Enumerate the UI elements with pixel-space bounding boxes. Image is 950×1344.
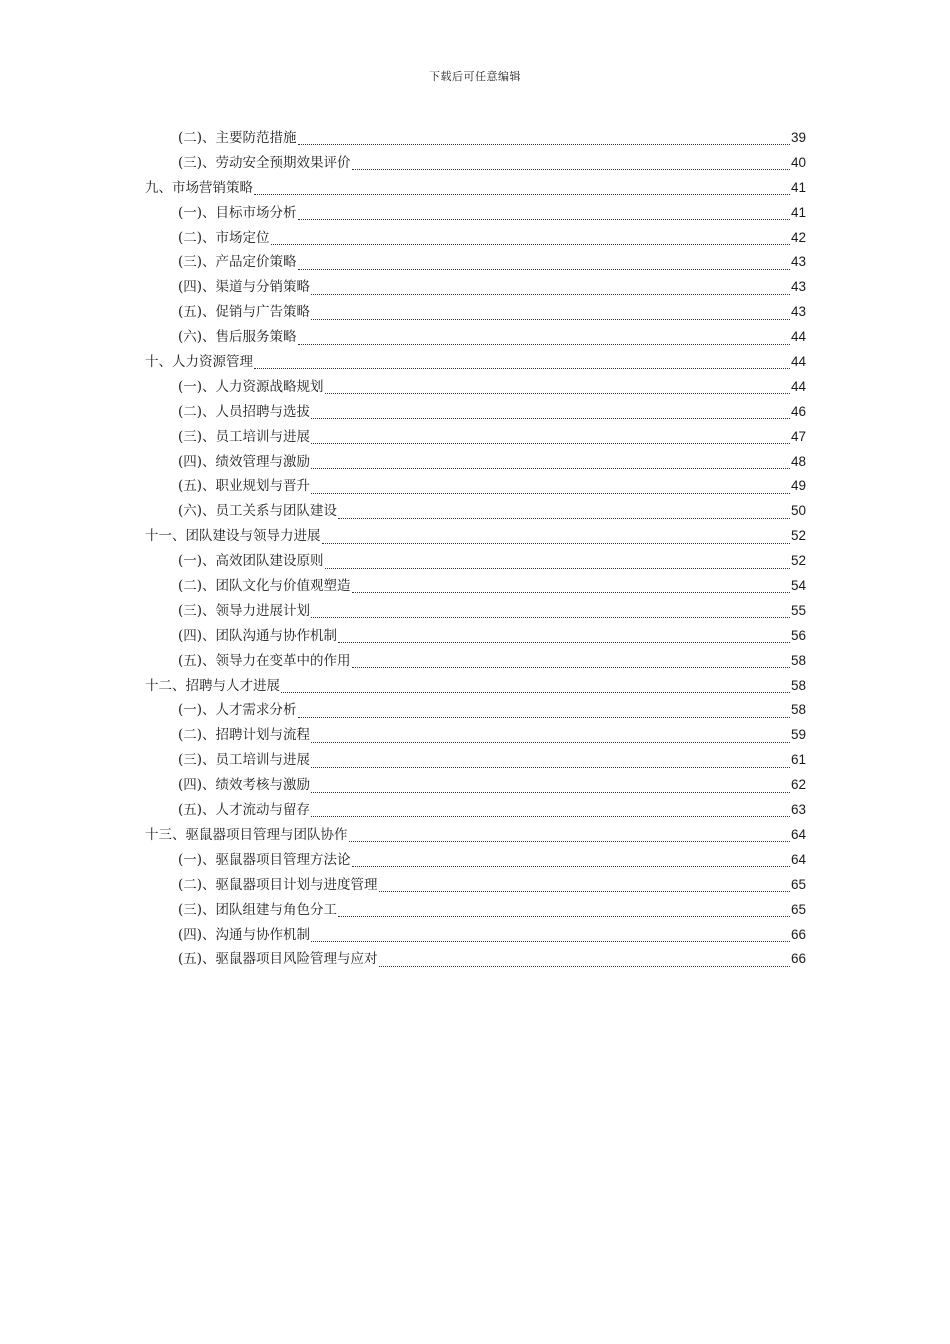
toc-dot-leader — [352, 858, 790, 868]
toc-page-number: 61 — [790, 752, 806, 768]
toc-dot-leader — [311, 784, 790, 794]
toc-entry-label: 十、人力资源管理 — [145, 354, 253, 371]
toc-section-entry[interactable] — [145, 599, 806, 624]
toc-entry-label: 九、市场营销策略 — [145, 179, 253, 196]
toc-dot-leader — [311, 460, 790, 470]
toc-section-entry[interactable] — [145, 450, 806, 475]
toc-entry-label: (四)、绩效考核与激励 — [178, 777, 311, 794]
toc-page-number: 47 — [790, 428, 806, 444]
toc-page-number: 58 — [790, 652, 806, 668]
page-header: 下载后可任意编辑 — [429, 70, 521, 83]
toc-dot-leader — [311, 286, 790, 296]
toc-section-entry[interactable] — [145, 848, 806, 873]
toc-section-entry[interactable] — [145, 873, 806, 898]
toc-section-entry[interactable] — [145, 723, 806, 748]
toc-entry-label: (三)、产品定价策略 — [178, 254, 297, 271]
table-of-contents — [145, 126, 806, 972]
toc-section-entry[interactable] — [145, 300, 806, 325]
toc-dot-leader — [338, 510, 790, 520]
toc-entry-label: (二)、主要防范措施 — [178, 130, 297, 146]
toc-entry-label: (五)、人才流动与留存 — [178, 802, 311, 819]
toc-dot-leader — [311, 609, 790, 619]
toc-section-entry[interactable] — [145, 748, 806, 773]
toc-dot-leader — [352, 584, 790, 594]
toc-dot-leader — [298, 336, 790, 346]
toc-page-number: 39 — [790, 130, 806, 145]
toc-entry-label: (三)、团队组建与角色分工 — [178, 901, 338, 918]
toc-page-number: 50 — [790, 503, 806, 519]
toc-page-number: 43 — [790, 254, 806, 270]
toc-entry-label: (六)、员工关系与团队建设 — [178, 503, 338, 520]
toc-dot-leader — [311, 808, 790, 818]
toc-entry-label: (三)、员工培训与进展 — [178, 752, 311, 769]
toc-entry-label: (四)、沟通与协作机制 — [178, 926, 311, 943]
toc-page-number: 52 — [790, 528, 806, 544]
toc-entry-label: (一)、目标市场分析 — [178, 204, 297, 221]
toc-page-number: 43 — [790, 279, 806, 295]
toc-dot-leader — [298, 136, 790, 146]
toc-page-number: 62 — [790, 777, 806, 793]
toc-entry-label: (一)、人才需求分析 — [178, 702, 297, 719]
toc-section-entry[interactable] — [145, 400, 806, 425]
toc-page-number: 64 — [790, 826, 806, 842]
toc-dot-leader — [298, 211, 790, 221]
toc-dot-leader — [352, 659, 790, 669]
toc-page-number: 63 — [790, 802, 806, 818]
toc-entry-label: (五)、领导力在变革中的作用 — [178, 652, 351, 669]
toc-entry-label: (二)、市场定位 — [178, 229, 270, 246]
toc-section-entry[interactable] — [145, 474, 806, 499]
toc-page-number: 52 — [790, 553, 806, 569]
toc-chapter-entry[interactable] — [145, 524, 806, 549]
toc-entry-label: 十三、驱鼠器项目管理与团队协作 — [145, 826, 348, 843]
toc-dot-leader — [311, 759, 790, 769]
toc-dot-leader — [298, 709, 790, 719]
toc-page-number: 58 — [790, 677, 806, 693]
toc-entry-label: (四)、渠道与分销策略 — [178, 279, 311, 296]
toc-page-number: 46 — [790, 403, 806, 419]
toc-entry-label: (二)、人员招聘与选拔 — [178, 403, 311, 420]
toc-page-number: 44 — [790, 378, 806, 394]
toc-dot-leader — [311, 311, 790, 321]
toc-section-entry[interactable] — [145, 126, 806, 151]
toc-chapter-entry[interactable] — [145, 176, 806, 201]
toc-section-entry[interactable] — [145, 425, 806, 450]
toc-section-entry[interactable] — [145, 275, 806, 300]
toc-page-number: 44 — [790, 354, 806, 370]
toc-entry-label: (二)、招聘计划与流程 — [178, 727, 311, 744]
toc-entry-label: (三)、领导力进展计划 — [178, 602, 311, 619]
toc-entry-label: (一)、人力资源战略规划 — [178, 378, 324, 395]
toc-section-entry[interactable] — [145, 325, 806, 350]
toc-entry-label: (三)、员工培训与进展 — [178, 428, 311, 445]
toc-section-entry[interactable] — [145, 649, 806, 674]
toc-section-entry[interactable] — [145, 773, 806, 798]
toc-page-number: 58 — [790, 702, 806, 718]
toc-dot-leader — [254, 186, 790, 196]
toc-section-entry[interactable] — [145, 549, 806, 574]
toc-dot-leader — [271, 236, 790, 246]
toc-dot-leader — [311, 485, 790, 495]
toc-section-entry[interactable] — [145, 798, 806, 823]
toc-section-entry[interactable] — [145, 250, 806, 275]
toc-entry-label: (五)、促销与广告策略 — [178, 304, 311, 321]
toc-section-entry[interactable] — [145, 499, 806, 524]
toc-page-number: 65 — [790, 876, 806, 892]
toc-chapter-entry[interactable] — [145, 350, 806, 375]
toc-dot-leader — [379, 958, 790, 968]
toc-entry-label: (六)、售后服务策略 — [178, 329, 297, 346]
toc-section-entry[interactable] — [145, 624, 806, 649]
toc-dot-leader — [379, 883, 790, 893]
toc-entry-label: (二)、团队文化与价值观塑造 — [178, 578, 351, 595]
toc-page-number: 41 — [790, 179, 806, 195]
toc-section-entry[interactable] — [145, 201, 806, 226]
toc-section-entry[interactable] — [145, 923, 806, 948]
toc-dot-leader — [254, 360, 790, 370]
toc-dot-leader — [311, 435, 790, 445]
toc-page-number: 64 — [790, 851, 806, 867]
toc-dot-leader — [311, 734, 790, 744]
toc-entry-label: (一)、驱鼠器项目管理方法论 — [178, 851, 351, 868]
toc-entry-label: (四)、绩效管理与激励 — [178, 453, 311, 470]
toc-dot-leader — [281, 684, 790, 694]
toc-chapter-entry[interactable] — [145, 823, 806, 848]
toc-dot-leader — [325, 560, 790, 570]
toc-page-number: 56 — [790, 627, 806, 643]
toc-dot-leader — [338, 634, 790, 644]
toc-section-entry[interactable] — [145, 375, 806, 400]
toc-entry-label: (二)、驱鼠器项目计划与进度管理 — [178, 876, 378, 893]
toc-page-number: 65 — [790, 901, 806, 917]
toc-section-entry[interactable] — [145, 947, 806, 972]
toc-dot-leader — [352, 161, 790, 171]
toc-entry-label: 十一、团队建设与领导力进展 — [145, 528, 321, 545]
toc-page-number: 41 — [790, 204, 806, 220]
toc-section-entry[interactable] — [145, 898, 806, 923]
toc-page-number: 44 — [790, 329, 806, 345]
toc-section-entry[interactable] — [145, 151, 806, 176]
toc-page-number: 55 — [790, 602, 806, 618]
toc-dot-leader — [311, 410, 790, 420]
toc-dot-leader — [338, 908, 790, 918]
toc-page-number: 54 — [790, 578, 806, 594]
toc-page-number: 59 — [790, 727, 806, 743]
toc-entry-label: (四)、团队沟通与协作机制 — [178, 627, 338, 644]
toc-page-number: 49 — [790, 478, 806, 494]
toc-section-entry[interactable] — [145, 698, 806, 723]
toc-dot-leader — [298, 261, 790, 271]
toc-entry-label: 十二、招聘与人才进展 — [145, 677, 280, 694]
toc-dot-leader — [311, 933, 790, 943]
toc-entry-label: (一)、高效团队建设原则 — [178, 553, 324, 570]
toc-page-number: 66 — [790, 926, 806, 942]
toc-chapter-entry[interactable] — [145, 674, 806, 699]
toc-dot-leader — [325, 385, 790, 395]
toc-page-number: 40 — [790, 154, 806, 170]
toc-entry-label: (五)、职业规划与晋升 — [178, 478, 311, 495]
toc-entry-label: (五)、驱鼠器项目风险管理与应对 — [178, 951, 378, 968]
toc-section-entry[interactable] — [145, 226, 806, 251]
toc-page-number: 66 — [790, 951, 806, 967]
toc-dot-leader — [322, 535, 790, 545]
toc-entry-label: (三)、劳动安全预期效果评价 — [178, 154, 351, 171]
toc-section-entry[interactable] — [145, 574, 806, 599]
toc-dot-leader — [349, 833, 790, 843]
toc-page-number: 42 — [790, 229, 806, 245]
toc-page-number: 43 — [790, 304, 806, 320]
toc-page-number: 48 — [790, 453, 806, 469]
